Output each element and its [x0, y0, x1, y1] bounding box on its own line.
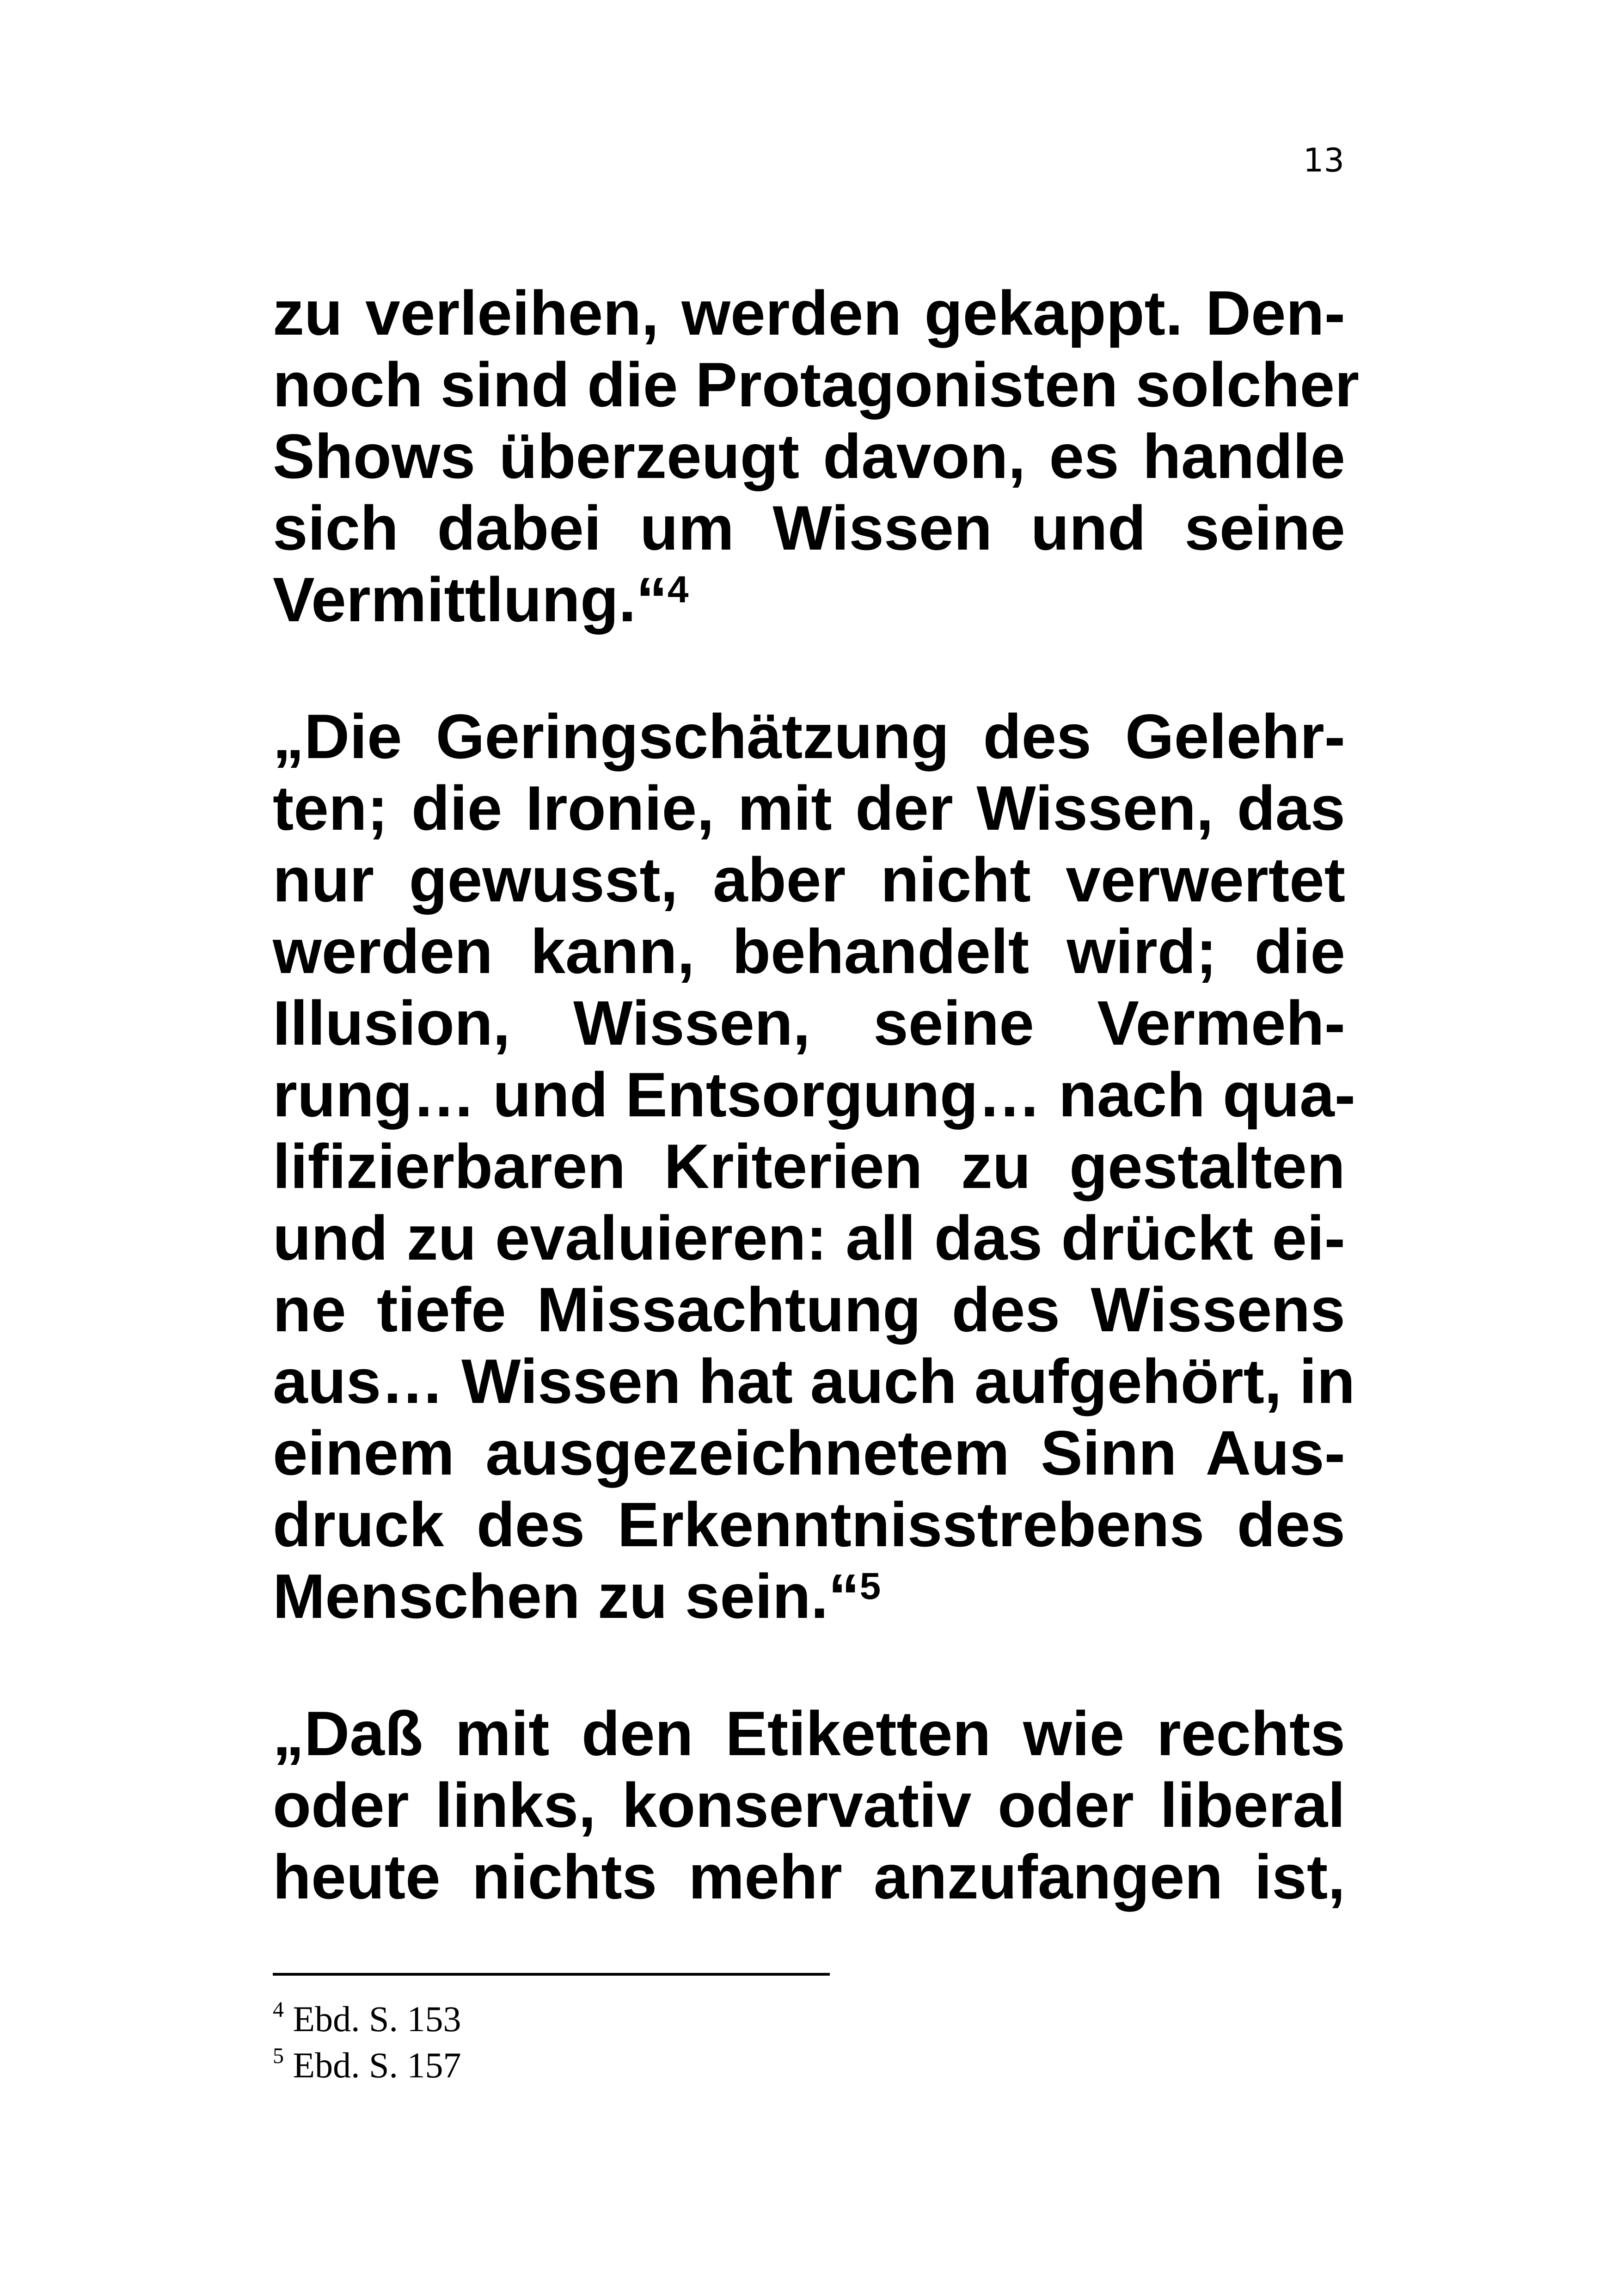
text-line: nur gewusst, aber nicht verwertet	[273, 845, 1345, 915]
text-line: ne tiefe Missachtung des Wissens	[273, 1274, 1345, 1345]
footnote-reference[interactable]: 4	[667, 569, 689, 611]
text-line: oder links, konservativ oder liberal	[273, 1770, 1345, 1840]
paragraph-3	[273, 1698, 1345, 1913]
text-line: lifizierbaren Kriterien zu gestalten	[273, 1131, 1345, 1201]
footnote-separator	[273, 1973, 830, 1976]
text-line: ten; die Ironie, mit der Wissen, das	[273, 773, 1345, 843]
page-number: 13	[1303, 141, 1344, 179]
footnote-4	[273, 1996, 461, 2042]
text-line: druck des Erkenntnisstrebens des	[273, 1489, 1345, 1560]
text-line: aus… Wissen hat auch aufgehört, in	[273, 1346, 1355, 1416]
text-line	[273, 564, 1345, 636]
text-line: noch sind die Protagonisten solcher	[273, 349, 1360, 420]
footnotes	[273, 1996, 461, 2088]
text-line-content: Vermittlung.“	[273, 564, 668, 635]
text-line: rung… und Entsorgung… nach qua-	[273, 1059, 1356, 1130]
footnote-number: 4	[273, 1997, 284, 2022]
footnote-5	[273, 2042, 461, 2088]
text-line: „Daß mit den Etiketten wie rechts	[273, 1698, 1345, 1769]
text-line-content: Menschen zu sein.“	[273, 1561, 860, 1631]
text-line	[273, 1561, 1345, 1632]
text-line: „Die Geringschätzung des Gelehr-	[273, 701, 1345, 771]
paragraph-1	[273, 277, 1360, 636]
text-line: werden kann, behandelt wird; die	[273, 916, 1345, 986]
paragraph-2	[273, 701, 1356, 1632]
footnote-text: Ebd. S. 153	[293, 1999, 461, 2039]
text-line: sich dabei um Wissen und seine	[273, 493, 1345, 563]
text-line: Shows überzeugt davon, es handle	[273, 421, 1345, 491]
footnote-text: Ebd. S. 157	[293, 2045, 461, 2085]
text-line: zu verleihen, werden gekappt. Den-	[273, 278, 1345, 348]
text-line: einem ausgezeichnetem Sinn Aus-	[273, 1418, 1345, 1488]
text-line: und zu evaluieren: all das drückt ei-	[273, 1203, 1345, 1273]
text-line: Illusion, Wissen, seine Vermeh-	[273, 988, 1345, 1058]
text-line: heute nichts mehr anzufangen ist,	[273, 1842, 1345, 1912]
footnote-reference[interactable]: 5	[859, 1565, 881, 1607]
footnote-number: 5	[273, 2043, 284, 2068]
